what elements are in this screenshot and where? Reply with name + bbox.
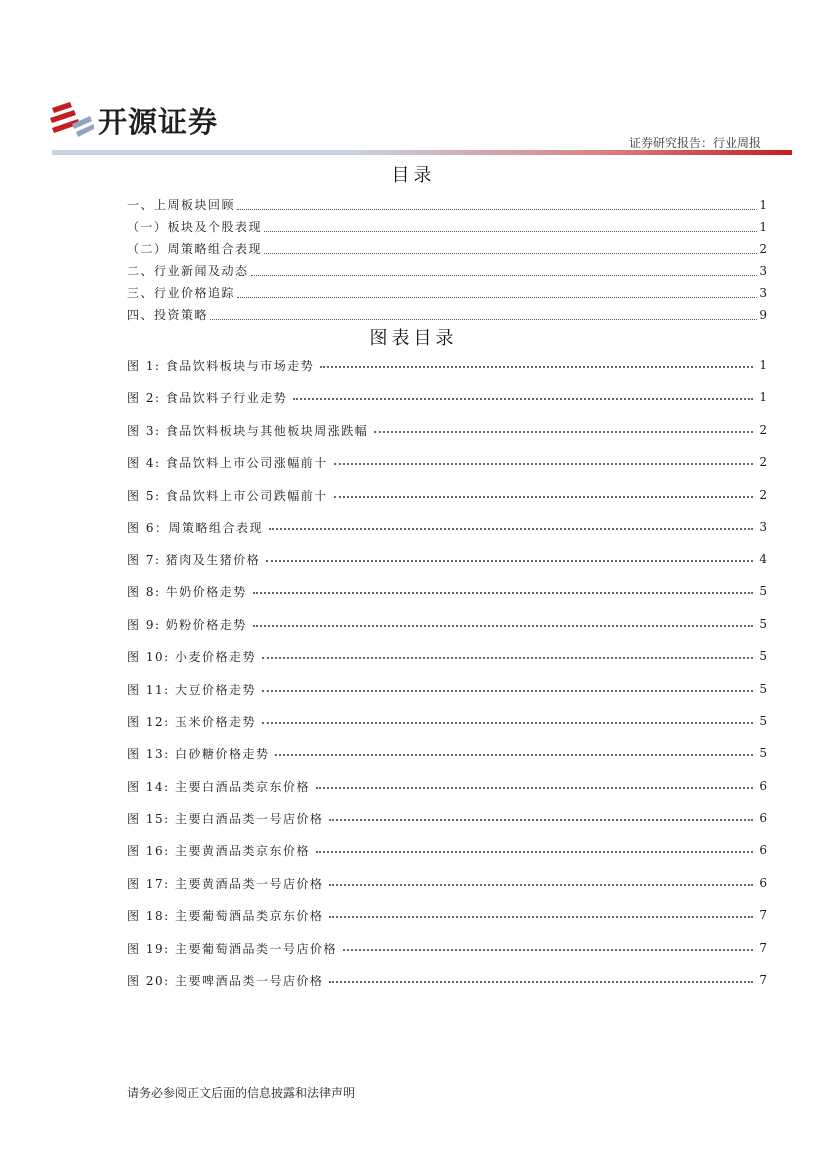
figure-item-label: 图 2: 食品饮料子行业走势 — [127, 390, 288, 405]
figure-item-label: 图 13: 白砂糖价格走势 — [127, 746, 270, 761]
figure-item-page: 3 — [759, 520, 767, 534]
figure-item-page: 1 — [759, 358, 767, 372]
figure-item-label: 图 12: 玉米价格走势 — [127, 714, 256, 729]
toc-item-label: （一）板块及个股表现 — [127, 220, 263, 234]
figure-item-page: 2 — [759, 488, 767, 502]
dot-leader — [264, 231, 757, 232]
toc-item-label: 四、投资策略 — [127, 308, 209, 322]
toc-item[interactable] — [127, 307, 767, 323]
header-rule — [52, 150, 792, 155]
figure-item-page: 5 — [759, 746, 767, 760]
figure-item[interactable] — [127, 422, 767, 438]
dot-leader — [264, 253, 757, 254]
figure-item-page: 6 — [759, 811, 767, 825]
figure-item-page: 5 — [759, 682, 767, 696]
figure-item[interactable] — [127, 907, 767, 923]
toc-item-label: （二）周策略组合表现 — [127, 242, 263, 256]
figure-item-label: 图 16: 主要黄酒品类京东价格 — [127, 843, 310, 858]
figure-item-page: 7 — [759, 908, 767, 922]
dot-leader — [329, 916, 753, 918]
figure-item-page: 2 — [759, 455, 767, 469]
figure-item-label: 图 7: 猪肉及生猪价格 — [127, 552, 261, 567]
figure-item-label: 图 5: 食品饮料上市公司跌幅前十 — [127, 488, 328, 503]
dot-leader — [210, 319, 757, 320]
figure-item[interactable] — [127, 583, 767, 599]
figure-item-page: 6 — [759, 876, 767, 890]
figure-item-label: 图 18: 主要葡萄酒品类京东价格 — [127, 908, 324, 923]
figure-item-label: 图 14: 主要白酒品类京东价格 — [127, 779, 310, 794]
dot-leader — [253, 625, 754, 627]
figure-item[interactable] — [127, 745, 767, 761]
figure-item-page: 5 — [759, 584, 767, 598]
kaiyuan-logo-icon — [50, 102, 94, 138]
toc-item-label: 三、行业价格追踪 — [127, 286, 236, 300]
figure-item-page: 7 — [759, 973, 767, 987]
toc-item-page: 1 — [759, 220, 767, 234]
dot-leader — [329, 884, 753, 886]
toc-item-page: 9 — [759, 308, 767, 322]
dot-leader — [329, 819, 753, 821]
figure-item[interactable] — [127, 648, 767, 664]
figures-title: 图表目录 — [369, 328, 458, 349]
figure-item[interactable] — [127, 389, 767, 405]
brand-name: 开源证券 — [98, 104, 219, 139]
figure-item[interactable] — [127, 810, 767, 826]
figure-item-label: 图 15: 主要白酒品类一号店价格 — [127, 811, 324, 826]
figure-item-label: 图 20: 主要啤酒品类一号店价格 — [127, 973, 324, 988]
figure-item-page: 7 — [759, 941, 767, 955]
toc-item-page: 2 — [759, 242, 767, 256]
dot-leader — [329, 981, 753, 983]
toc-item[interactable] — [127, 263, 767, 279]
report-type: 证券研究报告：行业周报 — [628, 136, 761, 150]
figure-item[interactable] — [127, 487, 767, 503]
figure-item-label: 图 6：周策略组合表现 — [127, 520, 263, 535]
toc-item[interactable] — [127, 219, 767, 235]
dot-leader — [262, 657, 753, 659]
toc-title: 目录 — [391, 165, 436, 186]
figure-item[interactable] — [127, 778, 767, 794]
dot-leader — [262, 722, 753, 724]
figure-item-page: 5 — [759, 617, 767, 631]
figure-item-label: 图 11: 大豆价格走势 — [127, 682, 256, 697]
toc-item-label: 一、上周板块回顾 — [127, 198, 236, 212]
dot-leader — [316, 787, 753, 789]
figure-item-page: 5 — [759, 714, 767, 728]
dot-leader — [266, 560, 753, 562]
dot-leader — [262, 690, 753, 692]
dot-leader — [237, 209, 757, 210]
toc-item[interactable] — [127, 285, 767, 301]
toc-item-page: 1 — [759, 198, 767, 212]
figure-item-page: 2 — [759, 423, 767, 437]
dot-leader — [334, 496, 754, 498]
figure-item[interactable] — [127, 551, 767, 567]
figure-item[interactable] — [127, 875, 767, 891]
dot-leader — [251, 275, 758, 276]
figure-item[interactable] — [127, 681, 767, 697]
dot-leader — [320, 366, 753, 368]
figure-item-label: 图 19: 主要葡萄酒品类一号店价格 — [127, 941, 337, 956]
toc-item-page: 3 — [759, 286, 767, 300]
figure-item[interactable] — [127, 357, 767, 373]
figure-item[interactable] — [127, 454, 767, 470]
brand-logo — [50, 100, 218, 140]
dot-leader — [269, 528, 753, 530]
dot-leader — [275, 754, 753, 756]
dot-leader — [293, 398, 753, 400]
figure-item[interactable] — [127, 519, 767, 535]
figure-item-label: 图 8: 牛奶价格走势 — [127, 584, 247, 599]
dot-leader — [374, 431, 753, 433]
dot-leader — [343, 949, 753, 951]
figure-item-label: 图 3: 食品饮料板块与其他板块周涨跌幅 — [127, 423, 369, 438]
figure-item[interactable] — [127, 842, 767, 858]
figure-item-page: 1 — [759, 390, 767, 404]
figure-item[interactable] — [127, 940, 767, 956]
toc-item-page: 3 — [759, 264, 767, 278]
dot-leader — [316, 851, 753, 853]
figure-item[interactable] — [127, 713, 767, 729]
figure-item-label: 图 9: 奶粉价格走势 — [127, 617, 247, 632]
figure-item-page: 4 — [759, 552, 767, 566]
dot-leader — [334, 463, 754, 465]
dot-leader — [253, 592, 754, 594]
figure-item[interactable] — [127, 972, 767, 988]
toc-item[interactable] — [127, 197, 767, 213]
figure-item-label: 图 1: 食品饮料板块与市场走势 — [127, 358, 315, 373]
dot-leader — [237, 297, 757, 298]
figure-item-page: 6 — [759, 779, 767, 793]
toc-item-label: 二、行业新闻及动态 — [127, 264, 249, 278]
figure-item-label: 图 4: 食品饮料上市公司涨幅前十 — [127, 455, 328, 470]
toc-item[interactable] — [127, 241, 767, 257]
disclaimer-note: 请务必参阅正文后面的信息披露和法律声明 — [127, 1086, 356, 1100]
figure-item-page: 5 — [759, 649, 767, 663]
figure-item-page: 6 — [759, 843, 767, 857]
figure-item-label: 图 10: 小麦价格走势 — [127, 649, 256, 664]
figure-item[interactable] — [127, 616, 767, 632]
figure-item-label: 图 17: 主要黄酒品类一号店价格 — [127, 876, 324, 891]
